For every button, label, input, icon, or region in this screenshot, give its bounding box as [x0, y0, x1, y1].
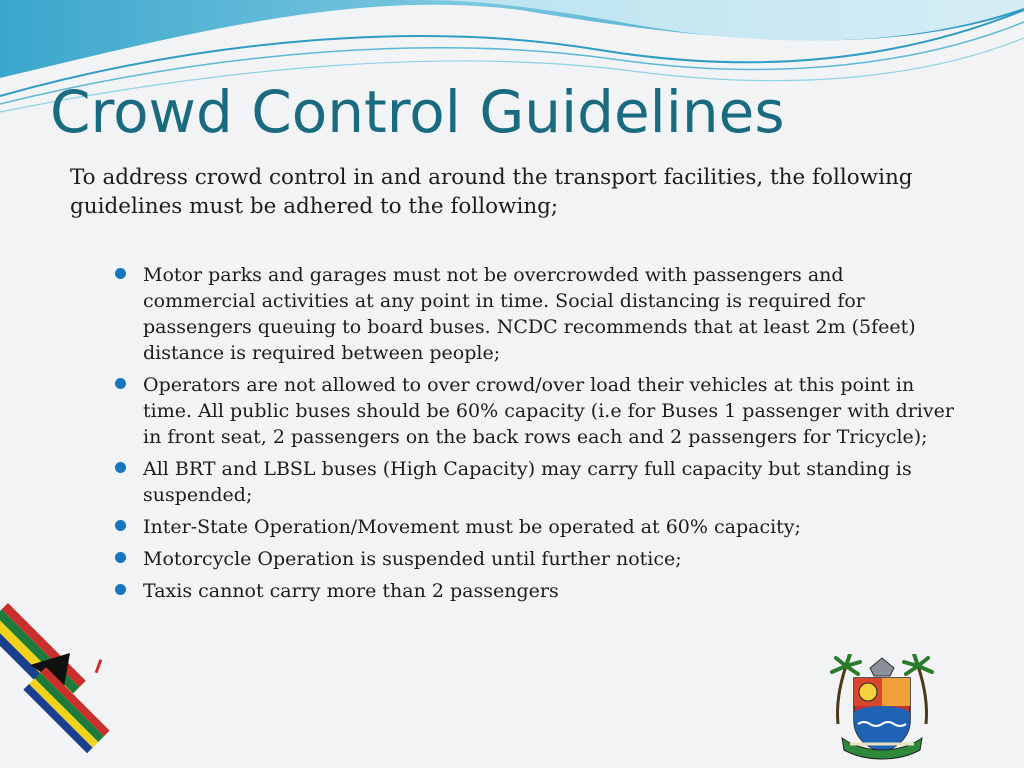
slide-title: Crowd Control Guidelines: [50, 78, 785, 146]
guideline-text: Operators are not allowed to over crowd/over load their vehicles at this point in time. All public buses should be 60% capacity (i.e for Buses 1 passenger with driver in front seat, 2 passengers on the back rows each and 2 passengers for Tricycle);: [143, 374, 954, 448]
guideline-item: [112, 578, 962, 604]
guidelines-list: [112, 262, 962, 604]
bullet-icon: [115, 552, 126, 563]
guideline-text: Motor parks and garages must not be overcrowded with passengers and commercial activities at any point in time. Social distancing is required for passengers queuing to board buses. NCDC recommends that at least 2m (5feet) distance is required between people;: [143, 264, 916, 364]
guideline-item: [112, 262, 962, 366]
guideline-text: Taxis cannot carry more than 2 passengers: [143, 580, 559, 602]
striped-flag-logo: [0, 575, 150, 765]
coat-of-arms-crest: [824, 654, 940, 764]
intro-paragraph: To address crowd control in and around the transport facilities, the following guidelines must be adhered to the following;: [70, 165, 913, 219]
bullet-icon: [115, 268, 126, 279]
guideline-item: [112, 546, 962, 572]
guideline-text: Motorcycle Operation is suspended until further notice;: [143, 548, 682, 570]
guideline-item: [112, 456, 962, 508]
guideline-item: [112, 514, 962, 540]
guideline-text: Inter-State Operation/Movement must be operated at 60% capacity;: [143, 516, 801, 538]
guideline-item: [112, 372, 962, 450]
guideline-text: All BRT and LBSL buses (High Capacity) may carry full capacity but standing is suspended;: [143, 458, 912, 506]
bullet-icon: [115, 462, 126, 473]
bullet-icon: [115, 520, 126, 531]
bullet-icon: [115, 378, 126, 389]
